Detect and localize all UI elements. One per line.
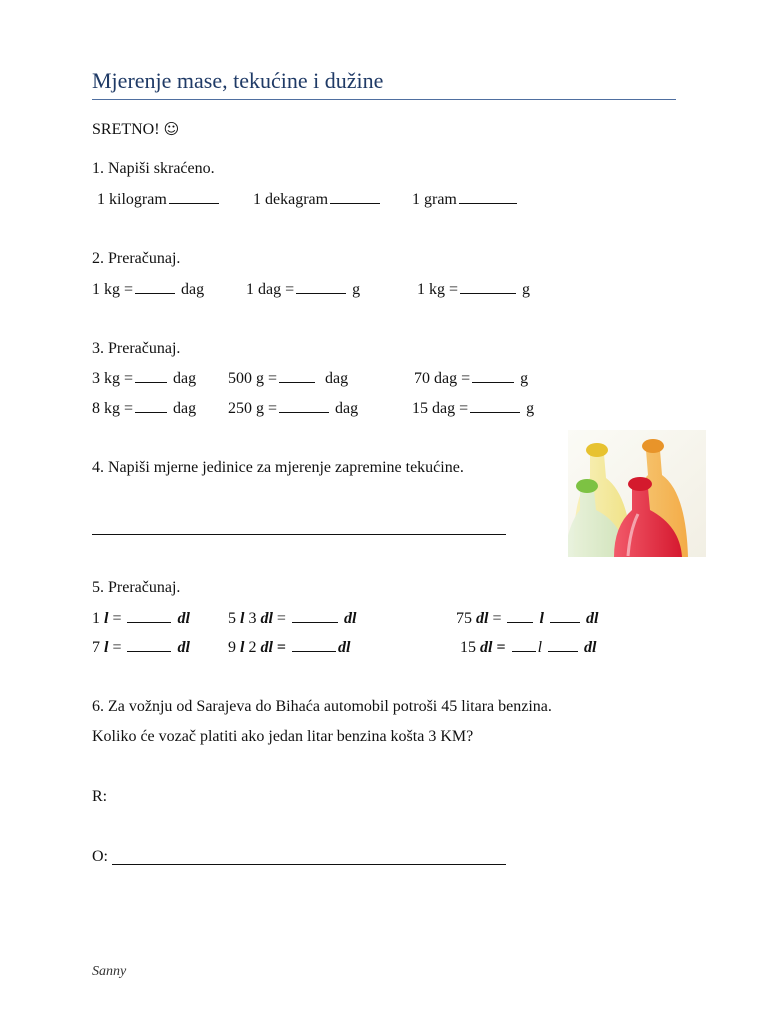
answer-blank[interactable] [135,398,167,413]
task1-item: 1 dekagram [253,189,382,210]
task3-item: 15 dag = g [412,400,535,417]
greeting-line [92,119,179,140]
task6-r-label: R: [92,788,108,805]
task5-item: 15 dl = l dl [460,639,597,656]
answer-blank[interactable] [135,368,167,383]
answer-blank[interactable] [292,637,336,652]
greeting-text: SRETNO! [92,121,160,138]
answer-blank[interactable] [169,189,219,204]
answer-blank[interactable] [279,398,329,413]
task3-item: 500 g = dag [228,370,349,387]
task5-item: 75 dl = l dl [456,610,599,627]
task5-item: 5 l 3 dl = dl [228,610,357,627]
task2-item: 1 dag = g [246,281,361,298]
author-signature: Sanny [92,964,127,979]
answer-blank[interactable] [507,608,533,623]
task6-answer-line[interactable] [112,864,506,865]
task2-heading: 2. Preračunaj. [92,250,181,267]
task6-o-label: O: [92,848,108,865]
task2-item: 1 kg = dag [92,281,205,298]
answer-blank[interactable] [548,637,578,652]
title-underline [92,99,676,100]
task1-item: 1 kilogram [97,189,221,210]
task5-item: 9 l 2 dl = dl [228,639,351,656]
soda-bottles-image [568,430,706,557]
answer-blank[interactable] [127,637,171,652]
task4-heading: 4. Napiši mjerne jedinice za mjerenje zapremine tekućine. [92,459,464,476]
answer-blank[interactable] [292,608,338,623]
smiley-icon: ☺ [163,120,180,138]
answer-blank[interactable] [296,279,346,294]
answer-blank[interactable] [460,279,516,294]
task2-item: 1 kg = g [417,281,531,298]
task3-item: 250 g = dag [228,400,359,417]
task3-item: 3 kg = dag [92,370,197,387]
page-title: Mjerenje mase, tekućine i dužine [92,68,384,93]
answer-blank[interactable] [470,398,520,413]
task3-heading: 3. Preračunaj. [92,340,181,357]
task4-answer-line[interactable] [92,534,506,535]
answer-blank[interactable] [127,608,171,623]
task5-item: 7 l = dl [92,639,190,656]
answer-blank[interactable] [135,279,175,294]
answer-blank[interactable] [459,189,517,204]
task1-item: 1 gram [412,189,519,210]
task6-line2: Koliko će vozač platiti ako jedan litar benzina košta 3 KM? [92,728,474,745]
answer-blank[interactable] [550,608,580,623]
task3-item: 70 dag = g [414,370,529,387]
answer-blank[interactable] [512,637,536,652]
task3-item: 8 kg = dag [92,400,197,417]
task5-heading: 5. Preračunaj. [92,579,181,596]
task6-line1: 6. Za vožnju od Sarajeva do Bihaća automobil potroši 45 litara benzina. [92,698,552,715]
answer-blank[interactable] [279,368,315,383]
answer-blank[interactable] [472,368,514,383]
answer-blank[interactable] [330,189,380,204]
task1-heading: 1. Napiši skraćeno. [92,160,215,177]
task5-item: 1 l = dl [92,610,190,627]
